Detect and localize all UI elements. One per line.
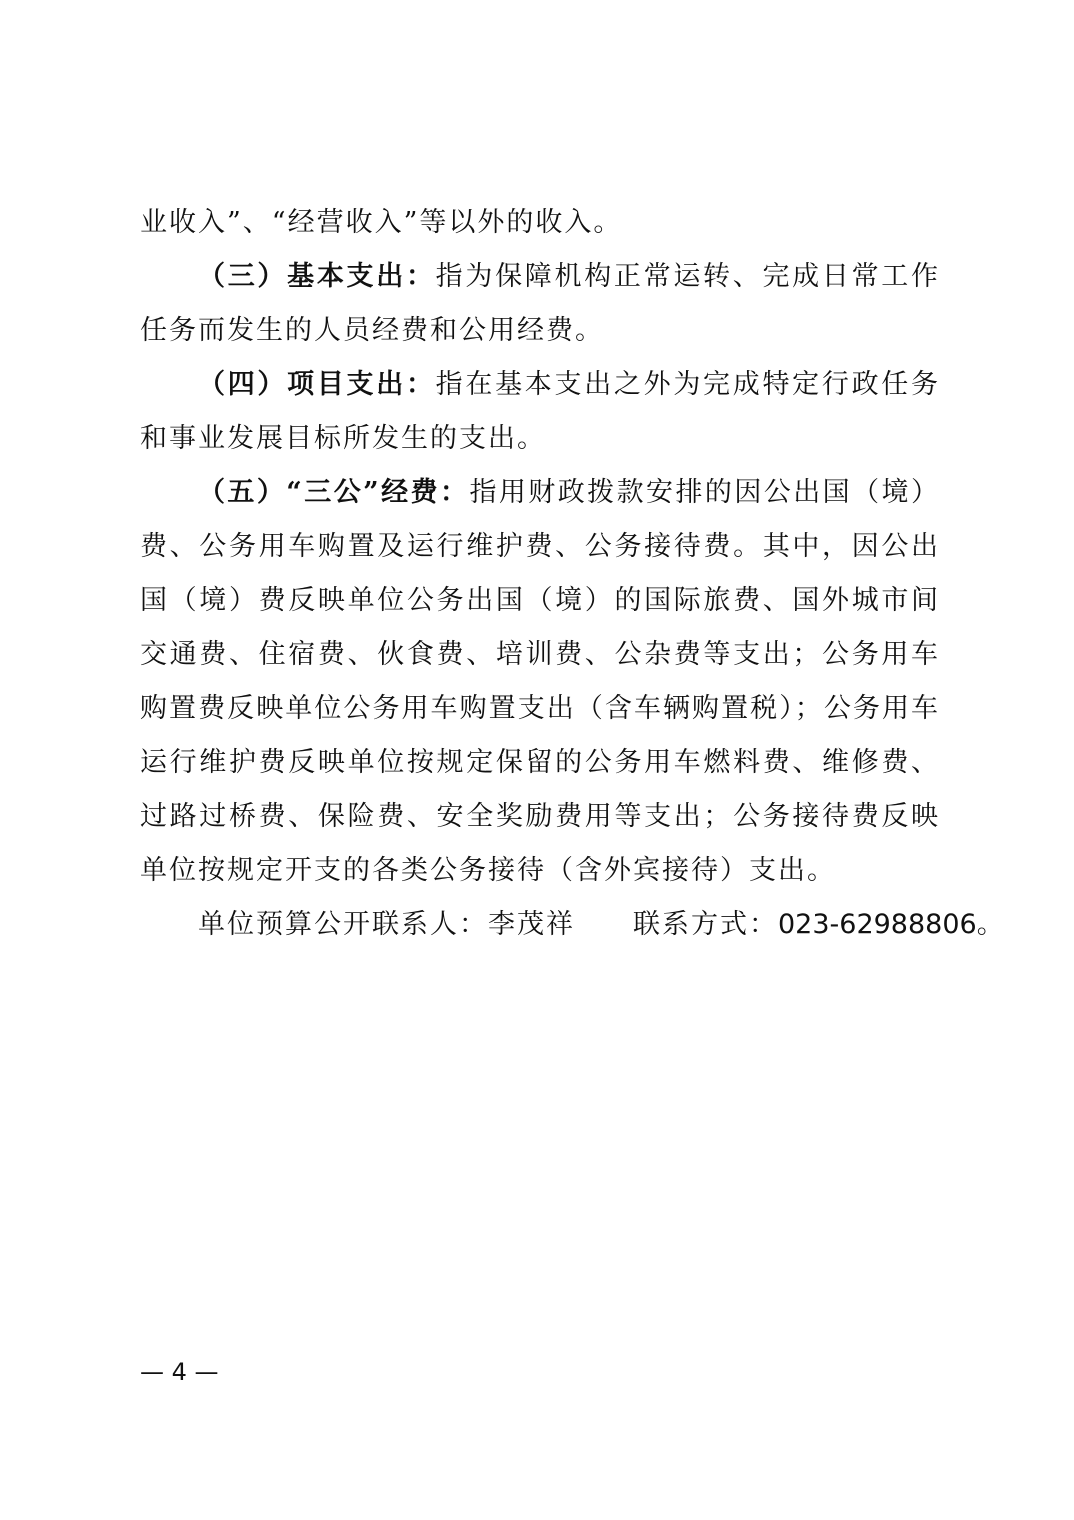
contact-phone: 023-62988806 [778, 909, 977, 940]
paragraph-continuation [140, 196, 940, 250]
paragraph-basic-expenditure [140, 250, 940, 358]
contact-end-mark: 。 [976, 909, 1006, 940]
contact-line [140, 898, 1006, 952]
contact-person-label: 单位预算公开联系人： [198, 909, 488, 940]
term-three-public-expenses: （五）“三公”经费： [198, 477, 470, 508]
definition-three-public-expenses: 指用财政拨款安排的因公出国（境）费、公务用车购置及运行维护费、公务接待费。其中，因公出国（境）费反映单位公务出国（境）的国际旅费、国外城市间交通费、住宿费、伙食费、培训费、公杂费等支出；公务用车购置费反映单位公务用车购置支出（含车辆购置税）；公务用车运行维护费反映单位按规定保留的公务用车燃料费、维修费、过路过桥费、保险费、安全奖励费用等支出；公务接待费反映单位按规定开支的各类公务接待（含外宾接待）支出。 [140, 477, 940, 886]
document-body [140, 196, 1006, 952]
paragraph-project-expenditure [140, 358, 940, 466]
continuation-text: 业收入”、“经营收入”等以外的收入。 [140, 207, 623, 238]
term-project-expenditure: （四）项目支出： [198, 369, 436, 400]
paragraph-three-public-expenses [140, 466, 940, 898]
contact-method-label: 联系方式： [633, 909, 778, 940]
contact-person-name: 李茂祥 [488, 909, 575, 940]
definition-basic-expenditure: 指为保障机构正常运转、完成日常工作任务而发生的人员经费和公用经费。 [140, 261, 941, 346]
term-basic-expenditure: （三）基本支出： [198, 261, 436, 292]
page-number: — 4 — [140, 1358, 219, 1386]
definition-project-expenditure: 指在基本支出之外为完成特定行政任务和事业发展目标所发生的支出。 [140, 369, 941, 454]
